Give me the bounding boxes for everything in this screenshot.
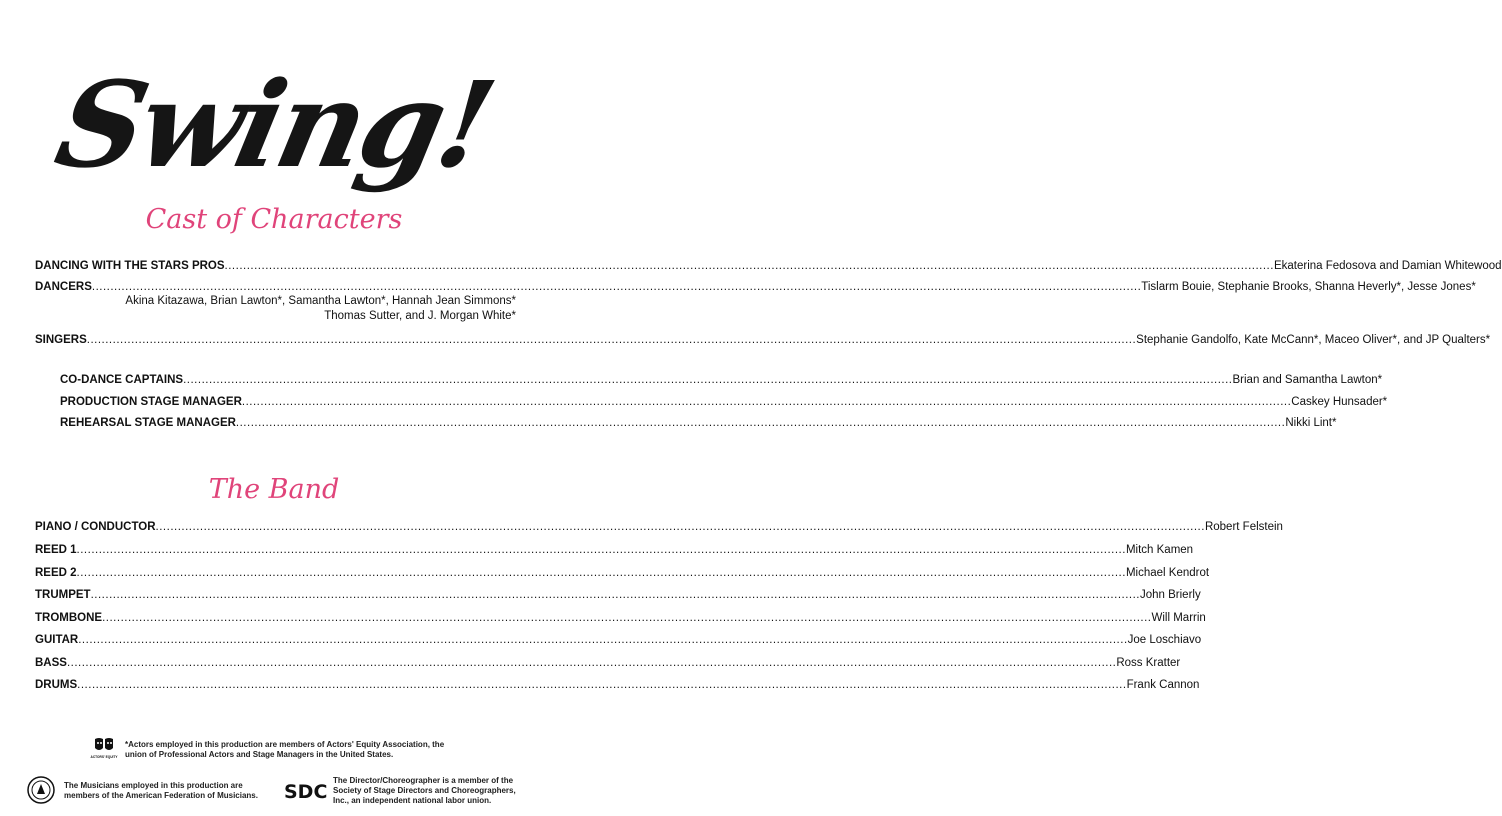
band-name: Michael Kendrot	[1125, 567, 1210, 579]
leader-dots	[78, 633, 1127, 647]
leader-dots	[91, 588, 1140, 602]
band-role: GUITAR	[35, 634, 79, 646]
band-role: TROMBONE	[35, 612, 103, 624]
afm-seal	[27, 776, 55, 804]
cast-heading: Cast of Characters	[145, 204, 403, 235]
cast-row	[35, 280, 1476, 294]
leader-dots	[67, 656, 1116, 670]
band-name: Robert Felstein	[1204, 521, 1283, 533]
staff-names: Caskey Hunsader*	[1291, 396, 1388, 408]
leader-dots	[183, 373, 1232, 387]
staff-row	[60, 395, 1388, 409]
band-name: Joe Loschiavo	[1127, 634, 1202, 646]
leader-dots	[77, 678, 1126, 692]
leader-dots	[225, 259, 1274, 273]
band-role: PIANO / CONDUCTOR	[35, 521, 156, 533]
band-row	[35, 520, 1283, 534]
staff-names: Nikki Lint*	[1285, 417, 1337, 429]
band-heading: The Band	[208, 474, 340, 505]
leader-dots	[77, 566, 1126, 580]
band-row	[35, 611, 1206, 625]
leader-dots	[236, 416, 1285, 430]
cast-names-cont: Thomas Sutter, and J. Morgan White*	[324, 310, 516, 322]
band-role: BASS	[35, 657, 67, 669]
leader-dots	[77, 543, 1126, 557]
leader-dots	[242, 395, 1291, 409]
afm-note: The Musicians employed in this production are members of the American Federation of Musicians.	[64, 781, 258, 800]
leader-dots	[87, 333, 1136, 347]
cast-role: DANCING WITH THE STARS PROS	[35, 260, 225, 272]
cast-role: SINGERS	[35, 334, 87, 346]
band-row	[35, 543, 1194, 557]
cast-row	[35, 259, 1502, 273]
cast-role: DANCERS	[35, 281, 92, 293]
band-name: Mitch Kamen	[1125, 544, 1194, 556]
sdc-logo-text: SDC	[284, 781, 328, 803]
leader-dots	[156, 520, 1205, 534]
band-row	[35, 678, 1200, 692]
band-name: Frank Cannon	[1126, 679, 1200, 691]
band-role: REED 2	[35, 567, 77, 579]
cast-row	[35, 333, 1491, 347]
show-title: Swing!	[45, 55, 503, 194]
band-row	[35, 566, 1210, 580]
band-row	[35, 633, 1202, 647]
band-name: Will Marrin	[1151, 612, 1206, 624]
band-row	[35, 656, 1181, 670]
staff-row	[60, 416, 1337, 430]
leader-dots	[102, 611, 1151, 625]
sdc-note: The Director/Choreographer is a member of the Society of Stage Directors and Choreographers, Inc., an independent national labor union.	[333, 776, 516, 805]
staff-role: REHEARSAL STAGE MANAGER	[60, 417, 236, 429]
equity-note: *Actors employed in this production are members of Actors' Equity Association, the union of Professional Actors and Stage Managers in the United States.	[125, 740, 445, 759]
cast-names: Stephanie Gandolfo, Kate McCann*, Maceo Oliver*, and JP Qualters*	[1136, 334, 1491, 346]
equity-logo-text: ACTORS' EQUITY	[90, 755, 118, 759]
cast-names: Ekaterina Fedosova and Damian Whitewood	[1273, 260, 1502, 272]
staff-role: CO-DANCE CAPTAINS	[60, 374, 184, 386]
band-row	[35, 588, 1201, 602]
equity-logo	[90, 736, 118, 764]
leader-dots	[92, 280, 1141, 294]
band-role: REED 1	[35, 544, 77, 556]
staff-row	[60, 373, 1383, 387]
cast-names-cont: Akina Kitazawa, Brian Lawton*, Samantha Lawton*, Hannah Jean Simmons*	[125, 295, 516, 307]
staff-role: PRODUCTION STAGE MANAGER	[60, 396, 242, 408]
staff-names: Brian and Samantha Lawton*	[1232, 374, 1383, 386]
band-role: TRUMPET	[35, 589, 91, 601]
band-name: Ross Kratter	[1116, 657, 1181, 669]
sdc-logo	[283, 778, 327, 802]
band-role: DRUMS	[35, 679, 78, 691]
cast-names: Tislarm Bouie, Stephanie Brooks, Shanna Heverly*, Jesse Jones*	[1141, 281, 1476, 293]
band-name: John Brierly	[1140, 589, 1201, 601]
